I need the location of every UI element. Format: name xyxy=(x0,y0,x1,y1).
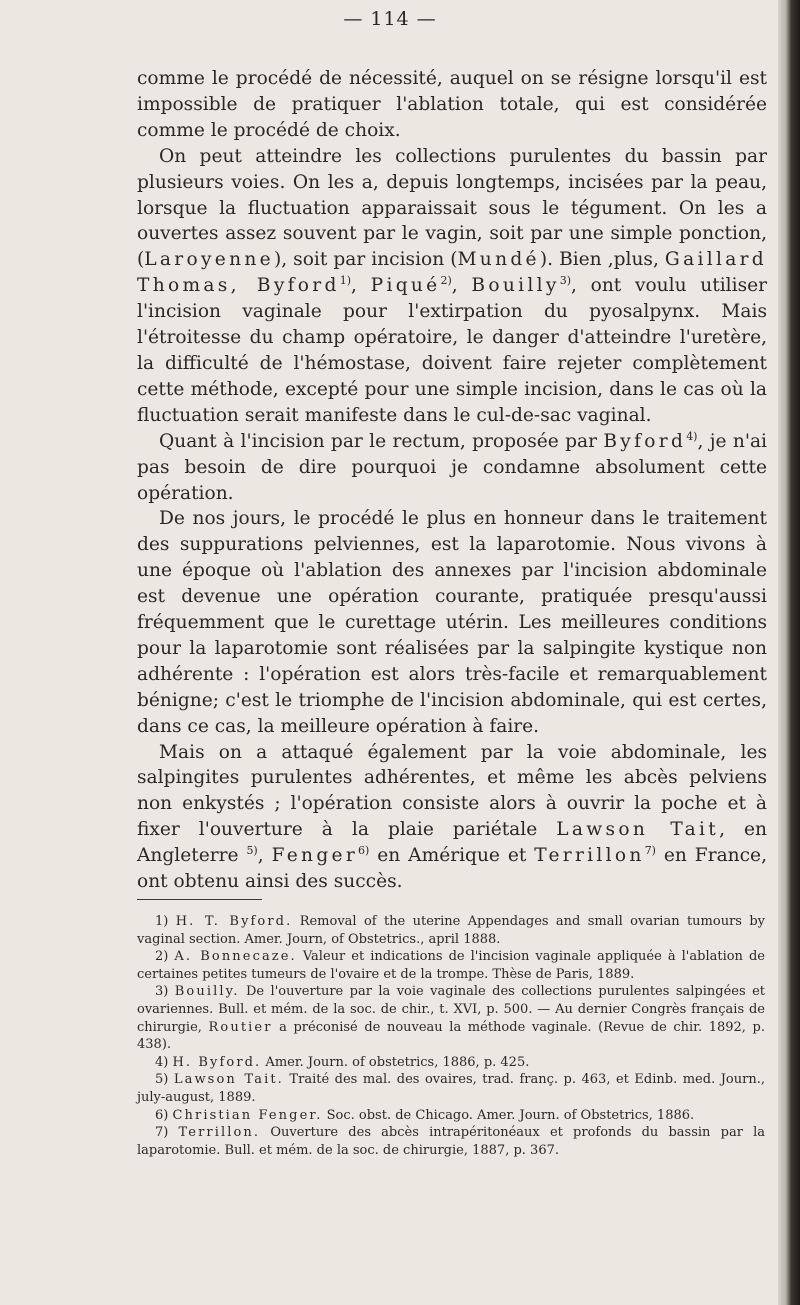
footnote-divider xyxy=(137,899,262,900)
footnotes xyxy=(137,913,765,1159)
footnote: 5) Lawson Tait. Traité des mal. des ovaires, trad. franç. p. 463, et Edinb. med. Journ., july-august, 1889. xyxy=(137,1072,765,1105)
author-name: Bouilly xyxy=(471,275,560,297)
author-name: Laroyenne xyxy=(144,249,274,271)
footnote: 6) Christian Fenger. Soc. obst. de Chicago. Amer. Journ. of Obstetrics, 1886. xyxy=(155,1107,695,1123)
author-name: Mundé xyxy=(457,249,540,271)
footnote: 7) Terrillon. Ouverture des abcès intrapéritonéaux et profonds du bassin par la laparotomie. Bull. et mém. de la soc. de chirurgie, 1887, p. 367. xyxy=(137,1125,766,1158)
paragraph-5: Mais on a attaqué également par la voie abdominale, les salpingites purulentes adhérentes, et même les abcès pelviens non enkystés ; l'opération consiste alors à ouvrir la poche et à fixer l'ouverture à la plaie pariétale Lawson Tait, en Angleterre $^{5)}$, Fenger$^{6)}$ en Amérique et Terrillon$^{7)}$ en France, ont obtenu ainsi des succès. xyxy=(137,741,768,893)
page-number: — 114 — xyxy=(343,8,437,30)
author-name: Lawson Tait xyxy=(556,819,720,841)
footnote: 1) H. T. Byford. Removal of the uterine Appendages and small ovarian tumours by vaginal section. Amer. Journ, of Obstetrics., april 1888. xyxy=(137,914,765,947)
footnote-ref: 4) xyxy=(686,429,698,443)
footnote: 4) H. Byford. Amer. Journ. of obstetrics, 1886, p. 425. xyxy=(155,1054,530,1070)
author-name: Fenger xyxy=(271,845,359,867)
footnote-ref: 2) xyxy=(440,274,452,288)
body-text xyxy=(137,66,767,895)
footnote-ref: 7) xyxy=(644,844,656,857)
footnote-ref: 1) xyxy=(339,274,351,288)
author-name: Gaillard Thomas, Byford xyxy=(137,249,767,297)
paragraph-2: On peut atteindre les collections purulentes du bassin par plusieurs voies. On les a, depuis longtemps, incisées par la peau, lorsque la fluctuation apparaissait sous le tégument. On les a ouvertes assez souvent par le vagin, soit par une simple ponction, (Laroyenne), soit par incision (Mundé). Bien ,plus, Gaillard Thomas, Byford$^{1)}$, Piqué$^{2)}$, Bouilly$^{3)}$, ont voulu utiliser l'incision vaginale pour l'extirpation du pyosalpynx. Mais l'étroitesse du champ opératoire, le danger d'atteindre l'uretère, la difficulté de l'hémostase, doivent faire rejeter complètement cette méthode, excepté pour une simple incision, dans le cas où la fluctuation serait manifeste dans le cul-de-sac vaginal. xyxy=(137,145,768,426)
footnote: 3) Bouilly. De l'ouverture par la voie vaginale des collections purulentes salpingées et ovariennes. Bull. et mém. de la soc. de chir., t. XVI, p. 500. — Au dernier Congrès français de chirurgie, Routier a préconisé de nouveau la méthode vaginale. (Revue de chir. 1892, p. 438). xyxy=(137,984,765,1053)
author-name: Piqué xyxy=(370,275,441,297)
author-name: Byford xyxy=(603,430,687,452)
footnote-ref: 3) xyxy=(559,274,571,288)
footnote-ref: 6) xyxy=(358,844,370,857)
page-edge-shadow xyxy=(778,0,800,1305)
author-name: Terrillon xyxy=(534,845,645,867)
paragraph-1: comme le procédé de nécessité, auquel on se résigne lorsqu'il est impossible de pratiquer l'ablation totale, qui est considérée comme le procédé de choix. xyxy=(137,68,767,141)
footnote: 2) A. Bonnecaze. Valeur et indications de l'incision vaginale appliquée à l'ablation de certaines petites tumeurs de l'ovaire et de la trompe. Thèse de Paris, 1889. xyxy=(137,949,765,982)
footnote-ref: 5) xyxy=(246,844,258,857)
paragraph-4: De nos jours, le procédé le plus en honneur dans le traitement des suppurations pelviennes, est la laparotomie. Nous vivons à une époque où l'ablation des annexes par l'incision abdominale est devenue une opération courante, pratiquée presqu'aussi fréquemment que le curettage utérin. Les meilleures conditions pour la laparotomie sont réalisées par la salpingite kystique non adhérente : l'opération est alors très-facile et remarquablement bénigne; c'est le triomphe de l'incision abdominale, qui est certes, dans ce cas, la meilleure opération à faire. xyxy=(137,508,767,737)
paragraph-3: Quant à l'incision par le rectum, proposée par Byford$^{4)}$, je n'ai pas besoin de dire pourquoi je condamne absolument cette opération. xyxy=(137,429,768,504)
